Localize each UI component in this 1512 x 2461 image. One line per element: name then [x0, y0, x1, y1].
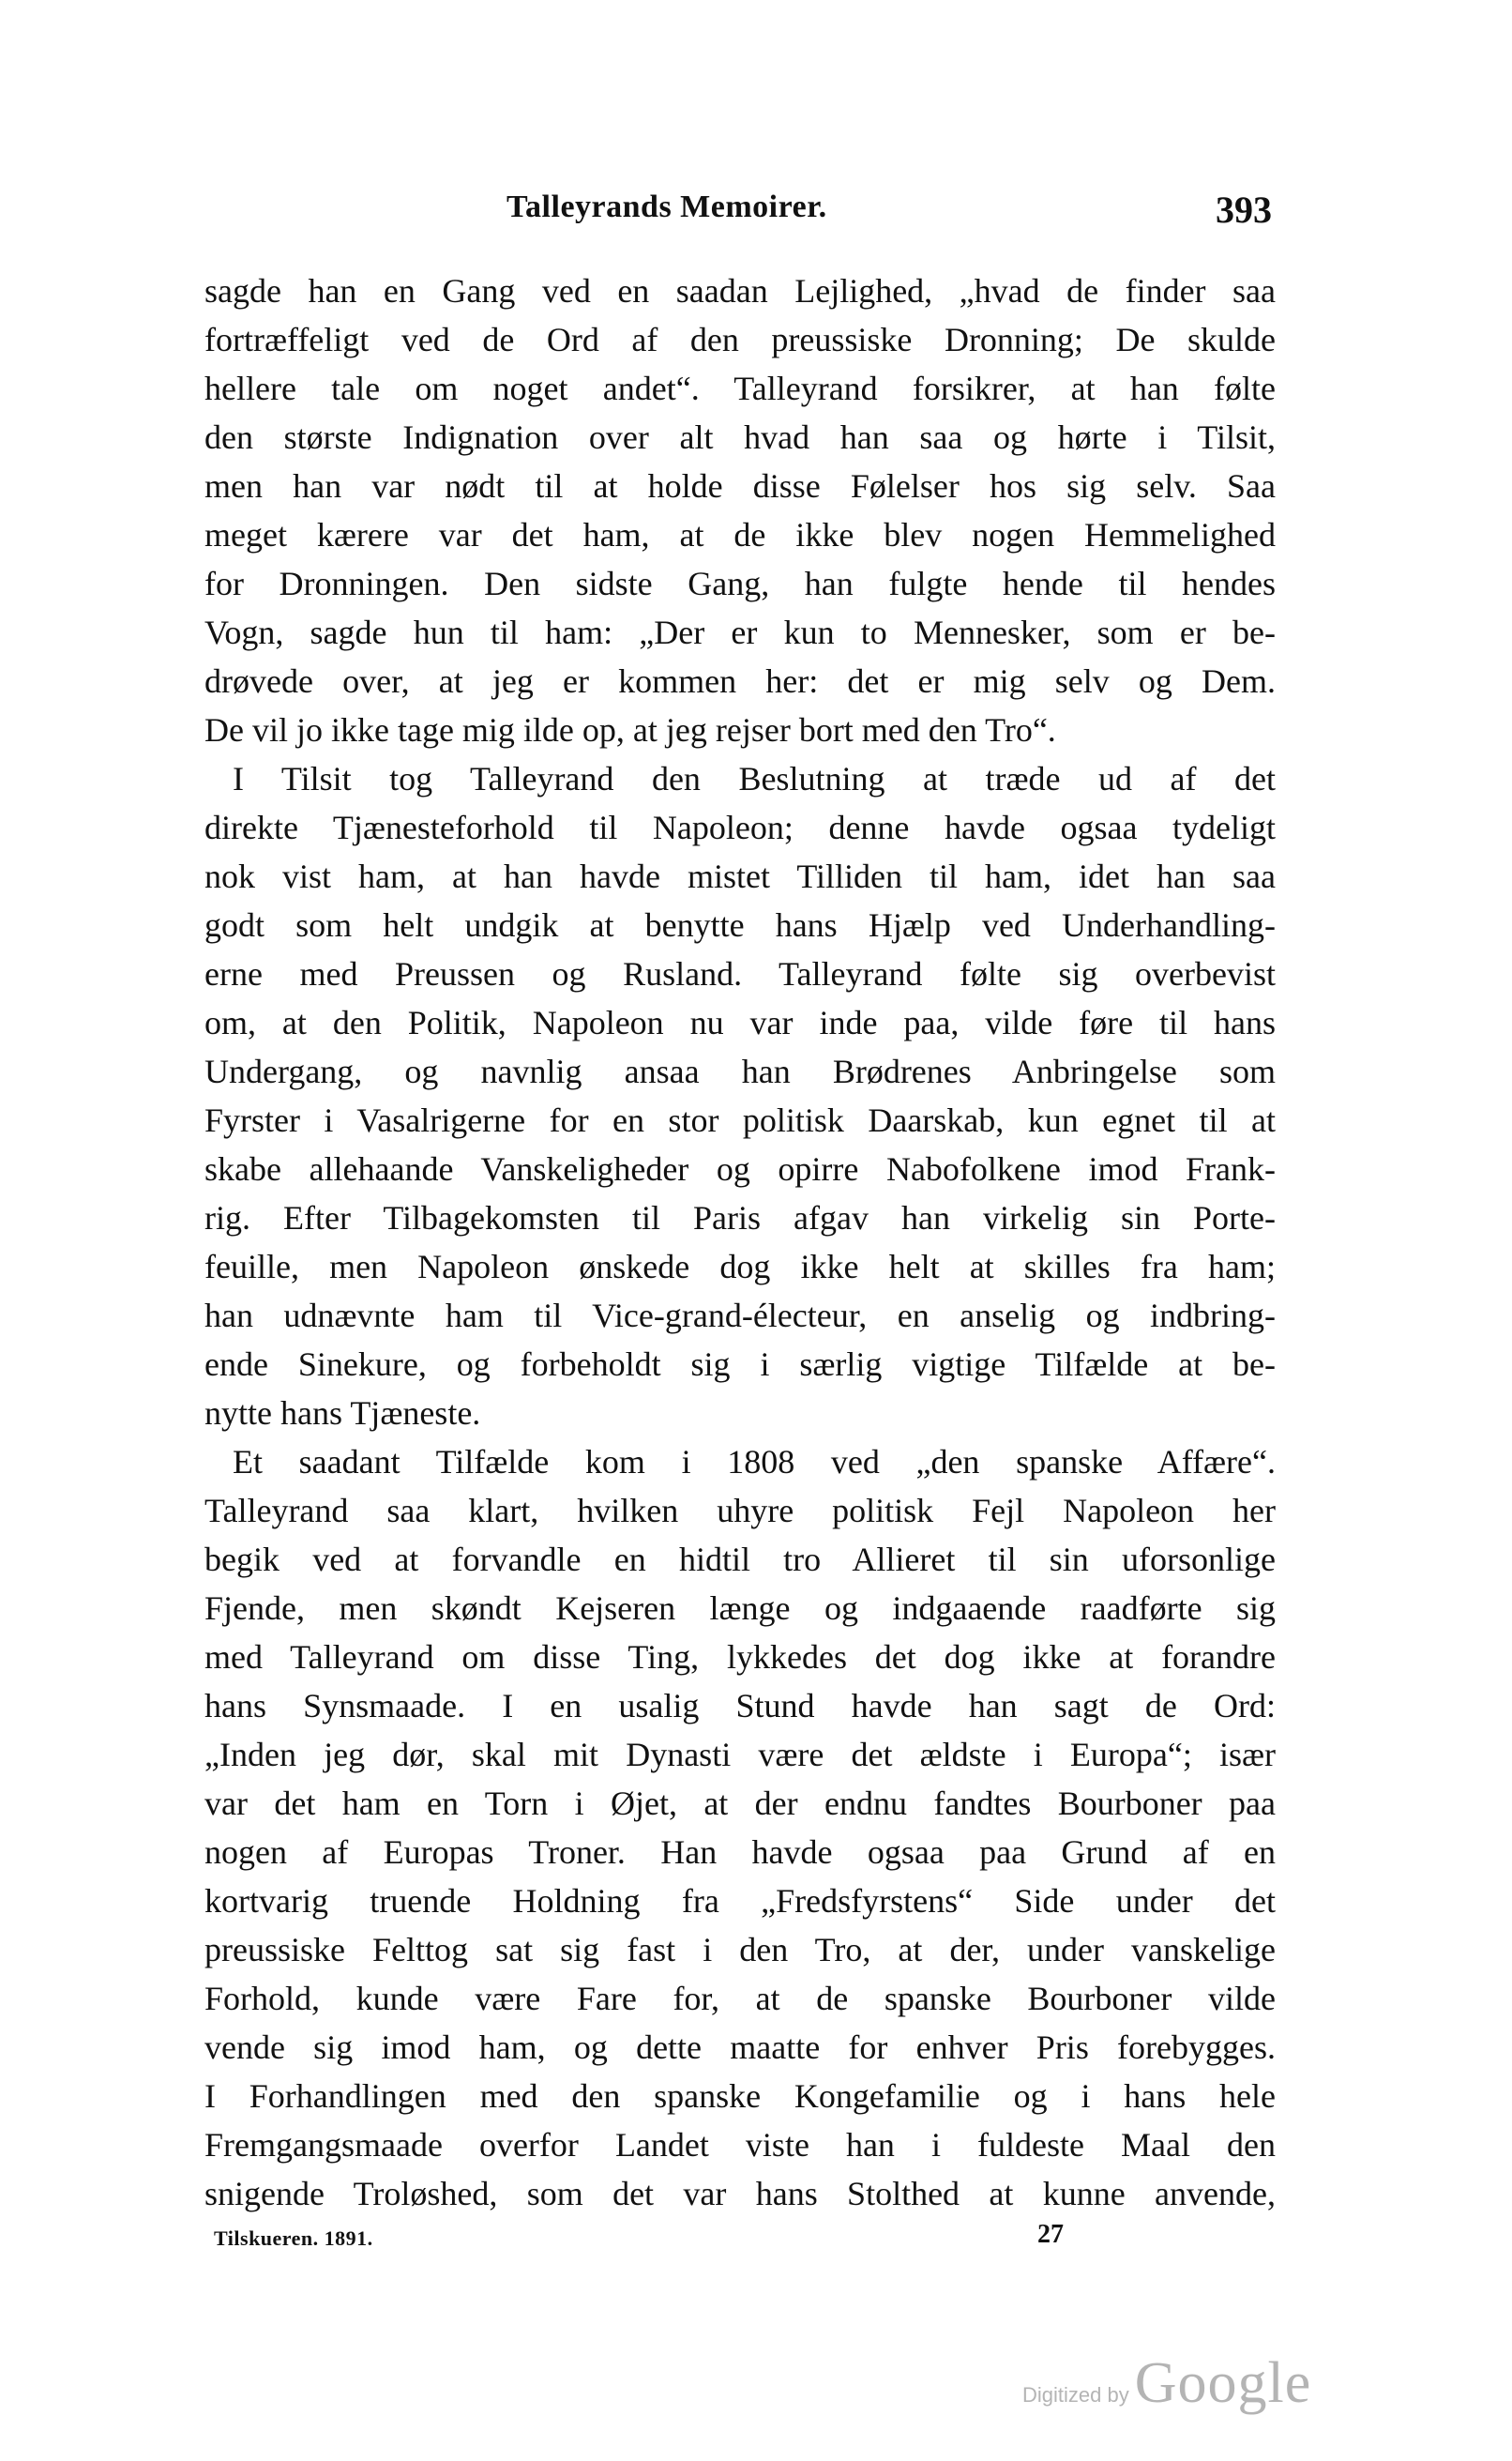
text-line: vende sig imod ham, og dette maatte for enhver Pris forebygges.: [204, 2028, 1276, 2066]
text-line: Forhold, kunde være Fare for, at de spanske Bourboner vilde: [204, 1980, 1276, 2017]
text-line: sagde han en Gang ved en saadan Lejlighed, „hvad de finder saa: [204, 272, 1276, 310]
text-line: drøvede over, at jeg er kommen her: det er mig selv og Dem.: [204, 662, 1276, 700]
watermark-prefix: Digitized by: [1022, 2383, 1129, 2407]
text-line: skabe allehaande Vanskeligheder og opirre Nabofolkene imod Frank-: [204, 1150, 1276, 1188]
text-line: Fjende, men skøndt Kejseren længe og indgaaende raadførte sig: [204, 1589, 1276, 1627]
text-line: nytte hans Tjæneste.: [204, 1394, 481, 1432]
text-line: nok vist ham, at han havde mistet Tilliden til ham, idet han saa: [204, 858, 1276, 895]
text-line: feuille, men Napoleon ønskede dog ikke helt at skilles fra ham;: [204, 1248, 1276, 1285]
paragraph-first-line: I Tilsit tog Talleyrand den Beslutning at træde ud af det: [233, 760, 1276, 798]
signature-mark: Tilskueren. 1891.: [214, 2226, 373, 2250]
text-line: men han var nødt til at holde disse Følelser hos sig selv. Saa: [204, 467, 1276, 505]
page-number: 393: [1216, 189, 1272, 231]
digitized-watermark: [1022, 2350, 1311, 2417]
text-line: Fremgangsmaade overfor Landet viste han i fuldeste Maal den: [204, 2126, 1276, 2164]
text-line: ende Sinekure, og forbeholdt sig i særlig vigtige Tilfælde at be-: [204, 1345, 1276, 1383]
text-line: Fyrster i Vasalrigerne for en stor politisk Daarskab, kun egnet til at: [204, 1101, 1276, 1139]
text-line: I Forhandlingen med den spanske Kongefamilie og i hans hele: [204, 2077, 1276, 2115]
text-line: var det ham en Torn i Øjet, at der endnu fandtes Bourboner paa: [204, 1785, 1276, 1822]
paragraph-first-line: Et saadant Tilfælde kom i 1808 ved „den spanske Affære“.: [233, 1443, 1276, 1481]
text-line: med Talleyrand om disse Ting, lykkedes det dog ikke at forandre: [204, 1638, 1276, 1676]
text-line: nogen af Europas Troner. Han havde ogsaa paa Grund af en: [204, 1833, 1276, 1871]
body-text: [204, 266, 1276, 2218]
text-line: han udnævnte ham til Vice-grand-électeur, en anselig og indbring-: [204, 1297, 1276, 1334]
text-line: snigende Troløshed, som det var hans Stolthed at kunne anvende,: [204, 2175, 1276, 2212]
text-line: direkte Tjænesteforhold til Napoleon; denne havde ogsaa tydeligt: [204, 809, 1276, 846]
text-line: „Inden jeg dør, skal mit Dynasti være det ældste i Europa“; især: [204, 1736, 1276, 1773]
text-line: godt som helt undgik at benytte hans Hjælp ved Underhandling-: [204, 906, 1276, 944]
sheet-number: 27: [1037, 2220, 1064, 2249]
text-line: erne med Preussen og Rusland. Talleyrand følte sig overbevist: [204, 955, 1276, 993]
running-header-title: Talleyrands Memoirer.: [507, 190, 827, 224]
text-line: preussiske Felttog sat sig fast i den Tro, at der, under vanskelige: [204, 1931, 1276, 1968]
text-line: meget kærere var det ham, at de ikke blev nogen Hemmelighed: [204, 516, 1276, 554]
text-line: om, at den Politik, Napoleon nu var inde paa, vilde føre til hans: [204, 1004, 1276, 1041]
text-line: kortvarig truende Holdning fra „Fredsfyrstens“ Side under det: [204, 1882, 1276, 1920]
google-logo-text: Google: [1134, 2351, 1312, 2415]
text-line: Undergang, og navnlig ansaa han Brødrenes Anbringelse som: [204, 1053, 1276, 1090]
text-line: for Dronningen. Den sidste Gang, han fulgte hende til hendes: [204, 565, 1276, 602]
text-line: begik ved at forvandle en hidtil tro Allieret til sin uforsonlige: [204, 1541, 1276, 1578]
text-line: den største Indignation over alt hvad han saa og hørte i Tilsit,: [204, 418, 1276, 456]
text-line: fortræffeligt ved de Ord af den preussiske Dronning; De skulde: [204, 321, 1276, 358]
text-line: Vogn, sagde hun til ham: „Der er kun to Mennesker, som er be-: [204, 614, 1276, 651]
text-line: rig. Efter Tilbagekomsten til Paris afgav han virkelig sin Porte-: [204, 1199, 1276, 1237]
text-line: hellere tale om noget andet“. Talleyrand forsikrer, at han følte: [204, 370, 1276, 407]
text-line: Talleyrand saa klart, hvilken uhyre politisk Fejl Napoleon her: [204, 1492, 1276, 1529]
text-line: De vil jo ikke tage mig ilde op, at jeg rejser bort med den Tro“.: [204, 711, 1056, 749]
text-line: hans Synsmaade. I en usalig Stund havde han sagt de Ord:: [204, 1687, 1276, 1724]
